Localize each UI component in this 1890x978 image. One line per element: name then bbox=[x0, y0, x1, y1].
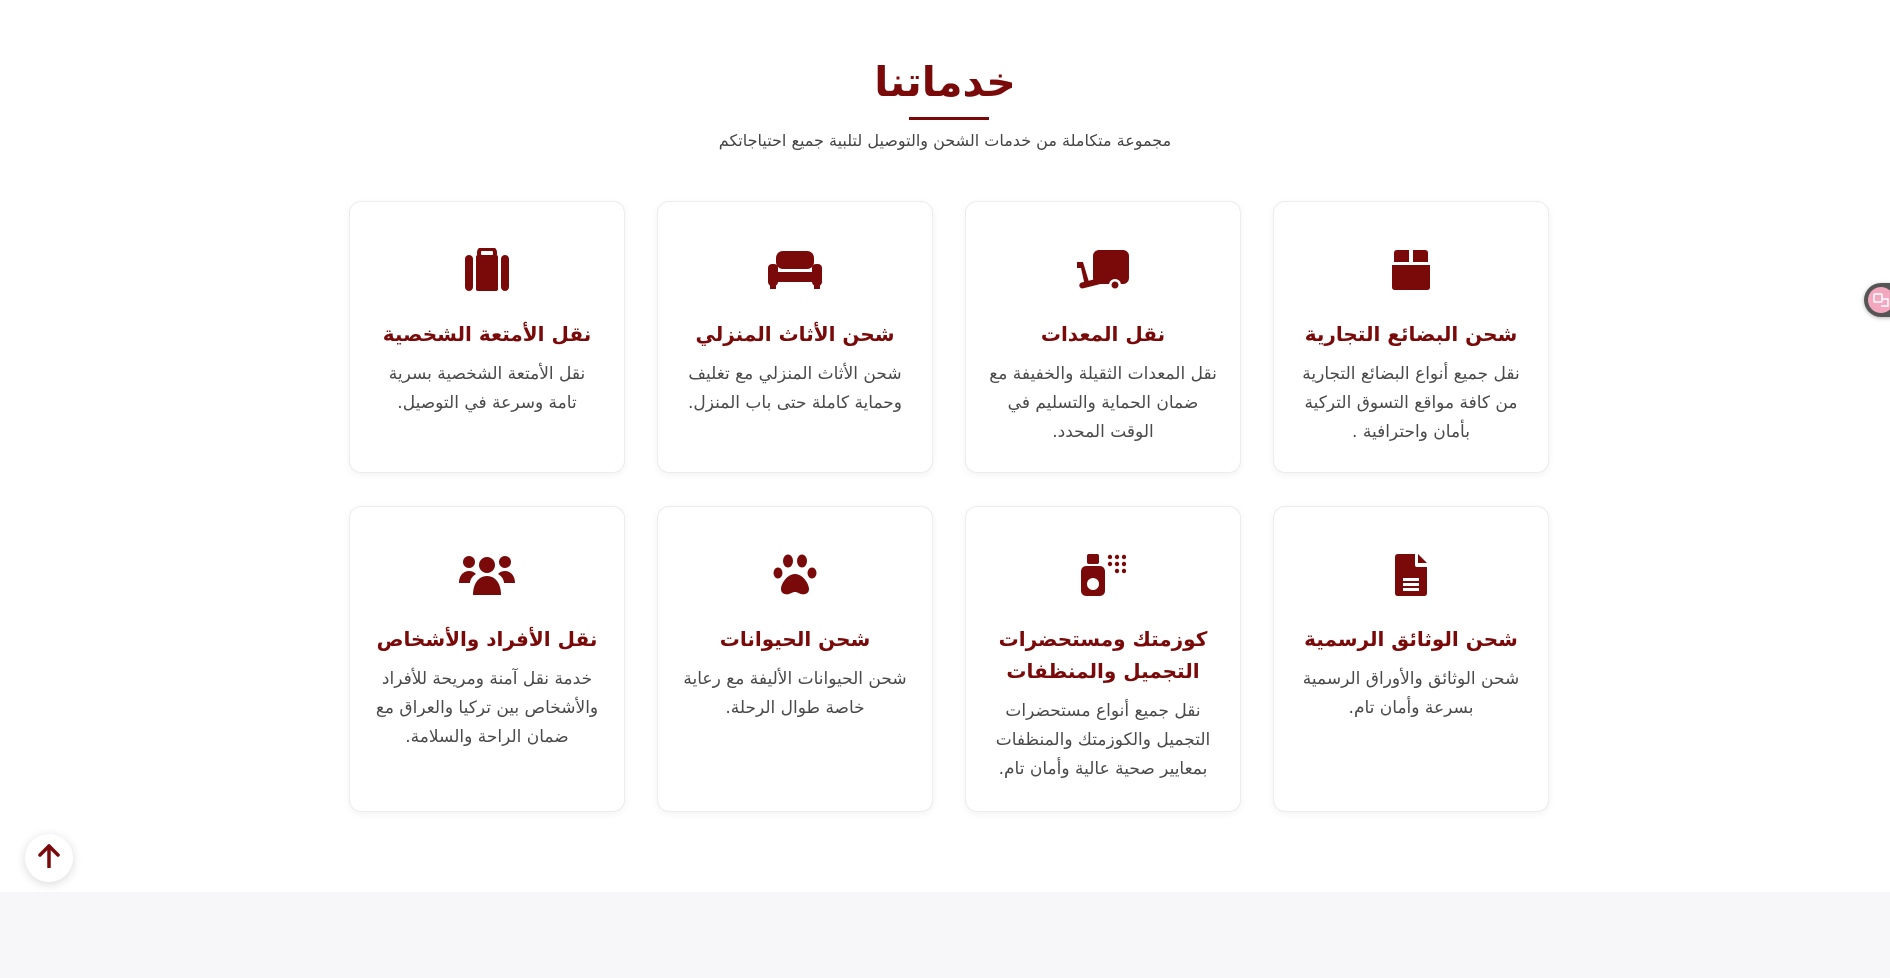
service-card-cosmetics bbox=[965, 506, 1241, 812]
service-title: شحن الأثاث المنزلي bbox=[695, 322, 895, 346]
service-description: شحن الحيوانات الأليفة مع رعاية خاصة طوال الرحلة. bbox=[683, 669, 907, 718]
service-description: شحن الوثائق والأوراق الرسمية بسرعة وأمان تام. bbox=[1302, 669, 1520, 718]
service-description: نقل الأمتعة الشخصية بسرية تامة وسرعة في التوصيل. bbox=[388, 364, 586, 413]
box-icon bbox=[1296, 248, 1526, 292]
spray-bottle-icon bbox=[988, 553, 1218, 597]
service-description: نقل المعدات الثقيلة والخفيفة مع ضمان الحماية والتسليم في الوقت المحدد. bbox=[989, 364, 1217, 442]
service-title: شحن البضائع التجارية bbox=[1304, 322, 1518, 346]
users-icon bbox=[372, 553, 602, 597]
service-card-documents bbox=[1273, 506, 1549, 812]
dolly-icon bbox=[988, 248, 1218, 292]
service-card-luggage bbox=[349, 201, 625, 473]
service-title: نقل الأمتعة الشخصية bbox=[382, 322, 592, 346]
arrow-up-icon bbox=[38, 844, 60, 872]
translate-icon bbox=[1868, 287, 1890, 313]
service-card-goods bbox=[1273, 201, 1549, 473]
footer-band bbox=[0, 892, 1890, 978]
section-subtitle: مجموعة متكاملة من خدمات الشحن والتوصيل لتلبية جميع احتياجاتكم bbox=[718, 131, 1172, 150]
service-description: شحن الأثاث المنزلي مع تغليف وحماية كاملة حتى باب المنزل. bbox=[687, 364, 903, 413]
service-card-furniture bbox=[657, 201, 933, 473]
services-grid bbox=[349, 201, 1549, 812]
couch-icon bbox=[680, 248, 910, 292]
service-title: شحن الحيوانات bbox=[719, 627, 871, 651]
service-description: نقل جميع أنواع البضائع التجارية من كافة مواقع التسوق التركية بأمان واحترافية . bbox=[1302, 364, 1520, 442]
service-description: نقل جميع أنواع مستحضرات التجميل والكوزمتك والمنظفات بمعايير صحية عالية وأمان تام. bbox=[995, 701, 1211, 779]
document-icon bbox=[1296, 553, 1526, 597]
scroll-to-top-button[interactable] bbox=[25, 834, 73, 882]
title-underline bbox=[909, 117, 989, 120]
service-title: كوزمتك ومستحضرات التجميل والمنظفات bbox=[998, 627, 1208, 683]
section-title: خدماتنا bbox=[874, 58, 1016, 106]
service-title: شحن الوثائق الرسمية bbox=[1304, 627, 1518, 651]
translate-widget-button[interactable] bbox=[1864, 283, 1890, 317]
service-card-people bbox=[349, 506, 625, 812]
service-title: نقل الأفراد والأشخاص bbox=[376, 627, 598, 651]
service-title: نقل المعدات bbox=[1040, 322, 1166, 346]
suitcase-icon bbox=[372, 248, 602, 292]
service-card-pets bbox=[657, 506, 933, 812]
service-description: خدمة نقل آمنة ومريحة للأفراد والأشخاص بين تركيا والعراق مع ضمان الراحة والسلامة. bbox=[375, 669, 599, 747]
paw-icon bbox=[680, 553, 910, 597]
service-card-equipment bbox=[965, 201, 1241, 473]
